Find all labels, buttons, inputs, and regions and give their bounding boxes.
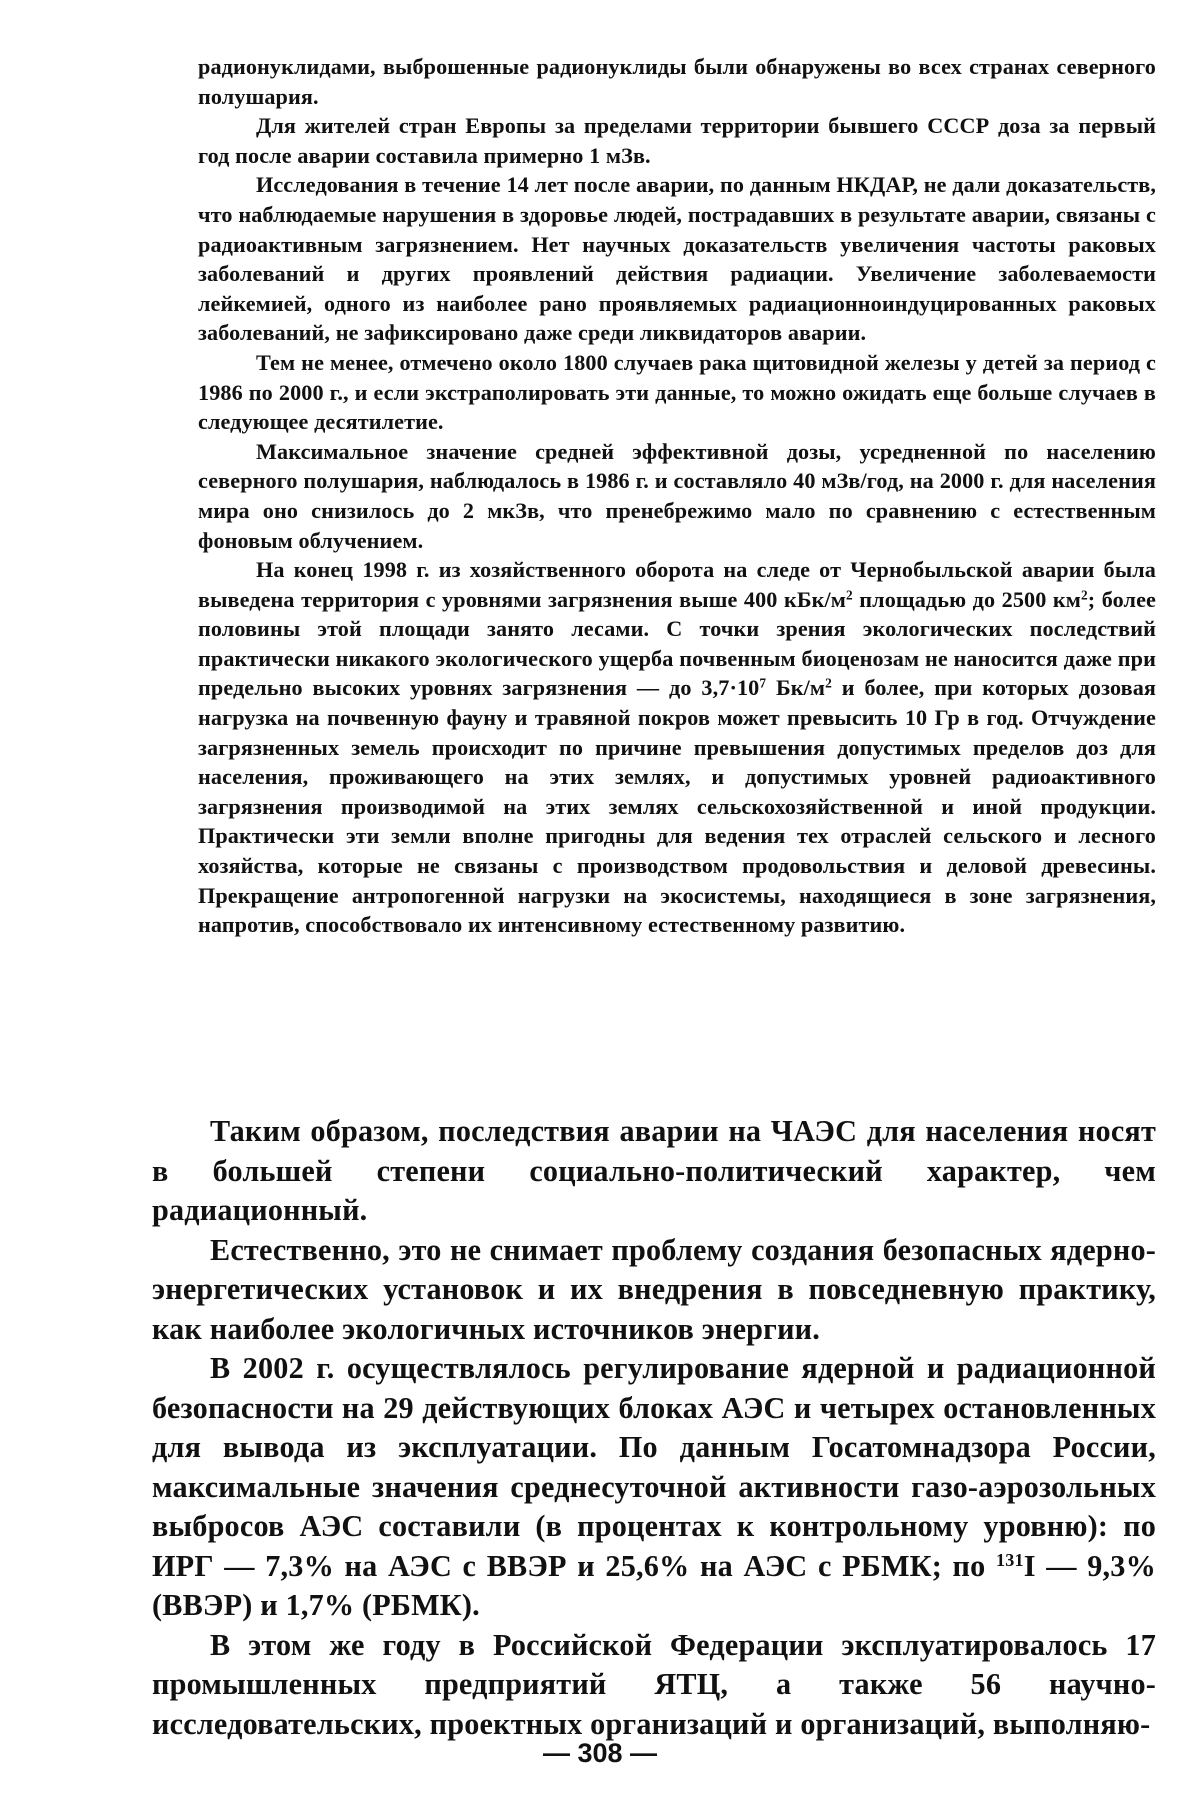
text-run: Максимальное значение средней эффективной дозы, усредненной по населению северного полушария, наблюдалось в 1986 г. и составляло 40 мЗв/год, на 2000 г. для населения мира оно снизилось до 2 мкЗв, что пренебрежимо мало по сравнению с естественным фоновым облучением. — [198, 438, 1156, 553]
text-run: ; более половины этой площади занято лесами. С точки зрения экологических последствий практически никакого экологического ущерба почвенным биоценозам не наносится даже при предельно высоких уровнях загрязнения — до 3,7·10 — [198, 586, 1156, 701]
paragraph — [152, 1349, 1156, 1626]
large-print-section — [152, 1112, 1156, 1744]
paragraph — [198, 170, 1156, 348]
text-run: Таким образом, последствия аварии на ЧАЭС для населения носят в большей степени социально-политический характер, чем радиационный. — [152, 1114, 1156, 1227]
paragraph — [152, 1112, 1156, 1231]
paragraph — [198, 437, 1156, 555]
text-run: I — 9,3% (ВВЭР) и 1,7% (РБМК). — [152, 1548, 1156, 1622]
superscript: 2 — [846, 587, 853, 603]
text-run: Естественно, это не снимает проблему создания безопасных ядерно-энергетических установок и их внедрения в повседневную практику, как наиболее экологичных источников энергии. — [152, 1232, 1156, 1346]
paragraph — [198, 52, 1156, 111]
superscript: 2 — [1081, 587, 1088, 603]
superscript: 131 — [996, 1549, 1024, 1570]
superscript: 2 — [825, 676, 832, 692]
paragraph — [152, 1626, 1156, 1745]
paragraph — [152, 1231, 1156, 1350]
paragraph — [198, 348, 1156, 437]
paragraph — [198, 111, 1156, 170]
paragraph — [198, 555, 1156, 940]
text-run: Исследования в течение 14 лет после аварии, по данным НКДАР, не дали доказательств, что наблюдаемые нарушения в здоровье людей, пострадавших в результате аварии, связаны с радиоактивным загрязнением. Нет научных доказательств увеличения частоты раковых заболеваний и других проявлений действия радиации. Увеличение заболеваемости лейкемией, одного из наиболее рано проявляемых радиационноиндуцированных раковых заболеваний, не зафиксировано даже среди ликвидаторов аварии. — [198, 172, 1156, 346]
text-run: Тем не менее, отмечено около 1800 случаев рака щитовидной железы у детей за период с 1986 по 2000 г., и если экстраполировать эти данные, то можно ожидать еще больше случаев в следующее десятилетие. — [198, 349, 1156, 435]
text-run: радионуклидами, выброшенные радионуклиды были обнаружены во всех странах северного полушария. — [198, 54, 1156, 109]
text-run: Бк/м — [766, 675, 826, 701]
page-number: — 308 — — [542, 1738, 658, 1768]
text-run: Для жителей стран Европы за пределами территории бывшего СССР доза за первый год после аварии составила примерно 1 мЗв. — [198, 113, 1156, 168]
text-run: В 2002 г. осуществлялось регулирование ядерной и радиационной безопасности на 29 действующих блоках АЭС и четырех остановленных для вывода из эксплуатации. По данным Госатомнадзора России, максимальные значения среднесуточной активности газо-аэрозольных выбросов АЭС составили (в процентах к контрольному уровню): по ИРГ — 7,3% на АЭС с ВВЭР и 25,6% на АЭС с РБМК; по — [152, 1351, 1156, 1583]
text-run: На конец 1998 г. из хозяйственного оборота на следе от Чернобыльской аварии была выведена территория с уровнями загрязнения выше 400 кБк/м — [198, 557, 1156, 612]
text-run: В этом же году в Российской Федерации эксплуатировалось 17 промышленных предприятий ЯТЦ, а также 56 научно-исследовательских, проектных организаций и организаций, выполняю- — [152, 1627, 1156, 1741]
text-run: площадью до 2500 км — [852, 586, 1081, 612]
text-run: и более, при которых дозовая нагрузка на почвенную фауну и травяной покров может превысить 10 Гр в год. Отчуждение загрязненных земель происходит по причине превышения допустимых пределов доз для населения, проживающего на этих землях, и допустимых уровней радиоактивного загрязнения производимой на этих землях сельскохозяйственной и иной продукции. Практически эти земли вполне пригодны для ведения тех отраслей сельского и лесного хозяйства, которые не связаны с производством продовольствия и деловой древесины. Прекращение антропогенной нагрузки на экосистемы, находящиеся в зоне загрязнения, напротив, способствовало их интенсивному естественному развитию. — [198, 675, 1156, 938]
superscript: 7 — [759, 676, 767, 692]
small-print-section — [198, 52, 1156, 940]
